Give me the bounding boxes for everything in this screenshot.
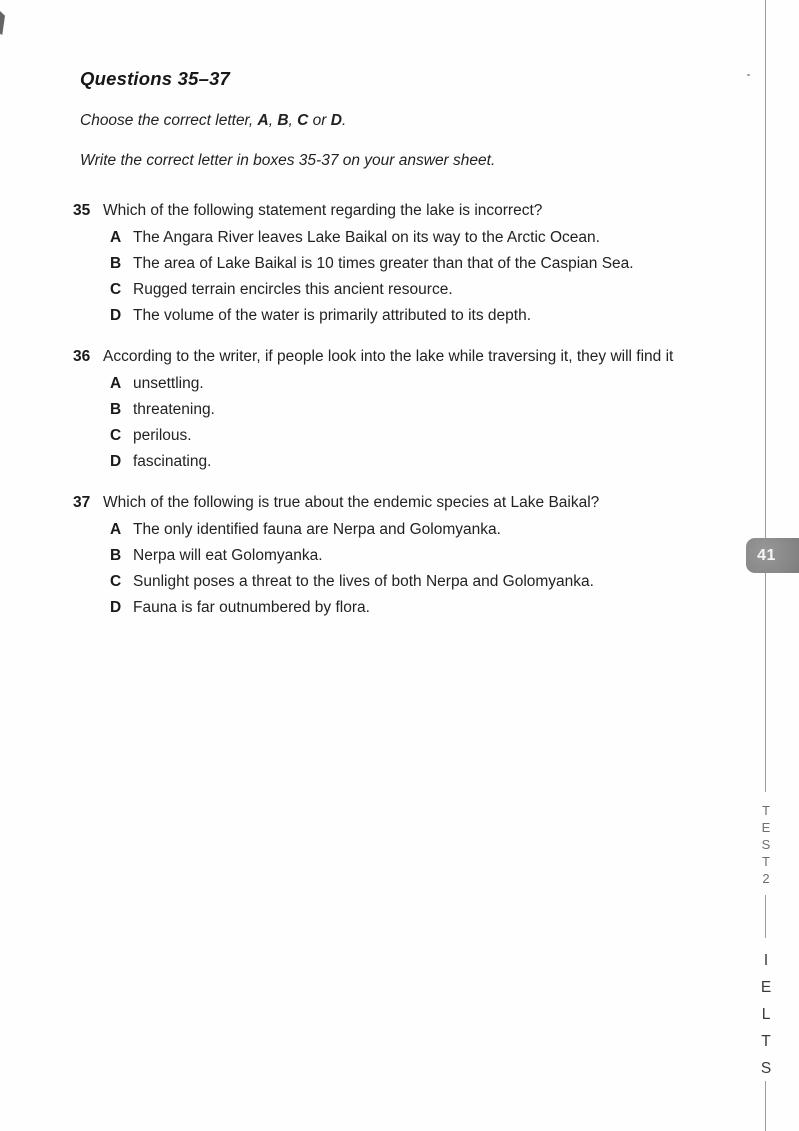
option-row [110,371,733,397]
instruction-choose-text: Choose the correct letter, [80,112,258,129]
question-36 [73,344,733,475]
option-row [110,423,733,449]
instruction-write: Write the correct letter in boxes 35-37 on your answer sheet. [80,152,496,169]
spine-rule-middle [765,895,766,938]
option-letter: B [110,255,122,272]
instruction-choose: Choose the correct letter, A, B, C or D. [80,112,347,129]
option-row [110,397,733,423]
option-text: Rugged terrain encircles this ancient resource. [133,281,453,298]
scan-edge-artifact [0,11,5,35]
question-text: Which of the following statement regarding the lake is incorrect? [103,202,543,219]
option-text: Sunlight poses a threat to the lives of both Nerpa and Golomyanka. [133,573,594,590]
question-text: According to the writer, if people look into the lake while traversing it, they will find it [103,348,674,365]
option-row [110,251,733,277]
spine-rule-top [765,0,766,792]
page-number-badge [746,538,799,573]
option-letter-a-ref: A [257,112,269,129]
test-2-vertical-label: T E S T 2 [761,803,771,886]
page-title: Questions 35–37 [80,68,231,89]
option-text: unsettling. [133,375,204,392]
ielts-vertical-label: I E L T S [760,952,772,1077]
question-37 [73,490,733,621]
option-row [110,277,733,303]
option-row [110,569,733,595]
option-letter: B [110,401,122,418]
option-row [110,449,733,475]
question-number: 36 [73,348,91,365]
option-text: fascinating. [133,453,212,470]
question-number: 35 [73,202,91,219]
option-row [110,517,733,543]
option-row [110,303,733,329]
scan-speck [747,74,750,76]
option-text: The area of Lake Baikal is 10 times greater than that of the Caspian Sea. [133,255,634,272]
option-text: threatening. [133,401,215,418]
option-text: perilous. [133,427,192,444]
option-letter-d-ref: D [330,112,342,129]
option-letter: C [110,573,122,590]
option-text: Fauna is far outnumbered by flora. [133,599,370,616]
option-letter: C [110,281,122,298]
question-row [73,490,733,516]
option-row [110,543,733,569]
option-text: Nerpa will eat Golomyanka. [133,547,323,564]
question-row [73,198,733,224]
question-text: Which of the following is true about the endemic species at Lake Baikal? [103,494,600,511]
option-letter: B [110,547,122,564]
option-letter: D [110,599,122,616]
option-letter-b-ref: B [277,112,289,129]
option-text: The volume of the water is primarily attributed to its depth. [133,307,532,324]
option-letter: D [110,453,122,470]
option-text: The only identified fauna are Nerpa and Golomyanka. [133,521,501,538]
option-row [110,595,733,621]
option-letter: A [110,375,122,392]
question-row [73,344,733,370]
option-row [110,225,733,251]
spine-rule-bottom [765,1081,766,1131]
question-35 [73,198,733,329]
option-letter: A [110,229,122,246]
question-number: 37 [73,494,91,511]
option-letter: D [110,307,122,324]
option-letter: A [110,521,122,538]
page-number: 41 [757,546,776,564]
option-text: The Angara River leaves Lake Baikal on its way to the Arctic Ocean. [133,229,600,246]
option-letter-c-ref: C [297,112,309,129]
option-letter: C [110,427,122,444]
